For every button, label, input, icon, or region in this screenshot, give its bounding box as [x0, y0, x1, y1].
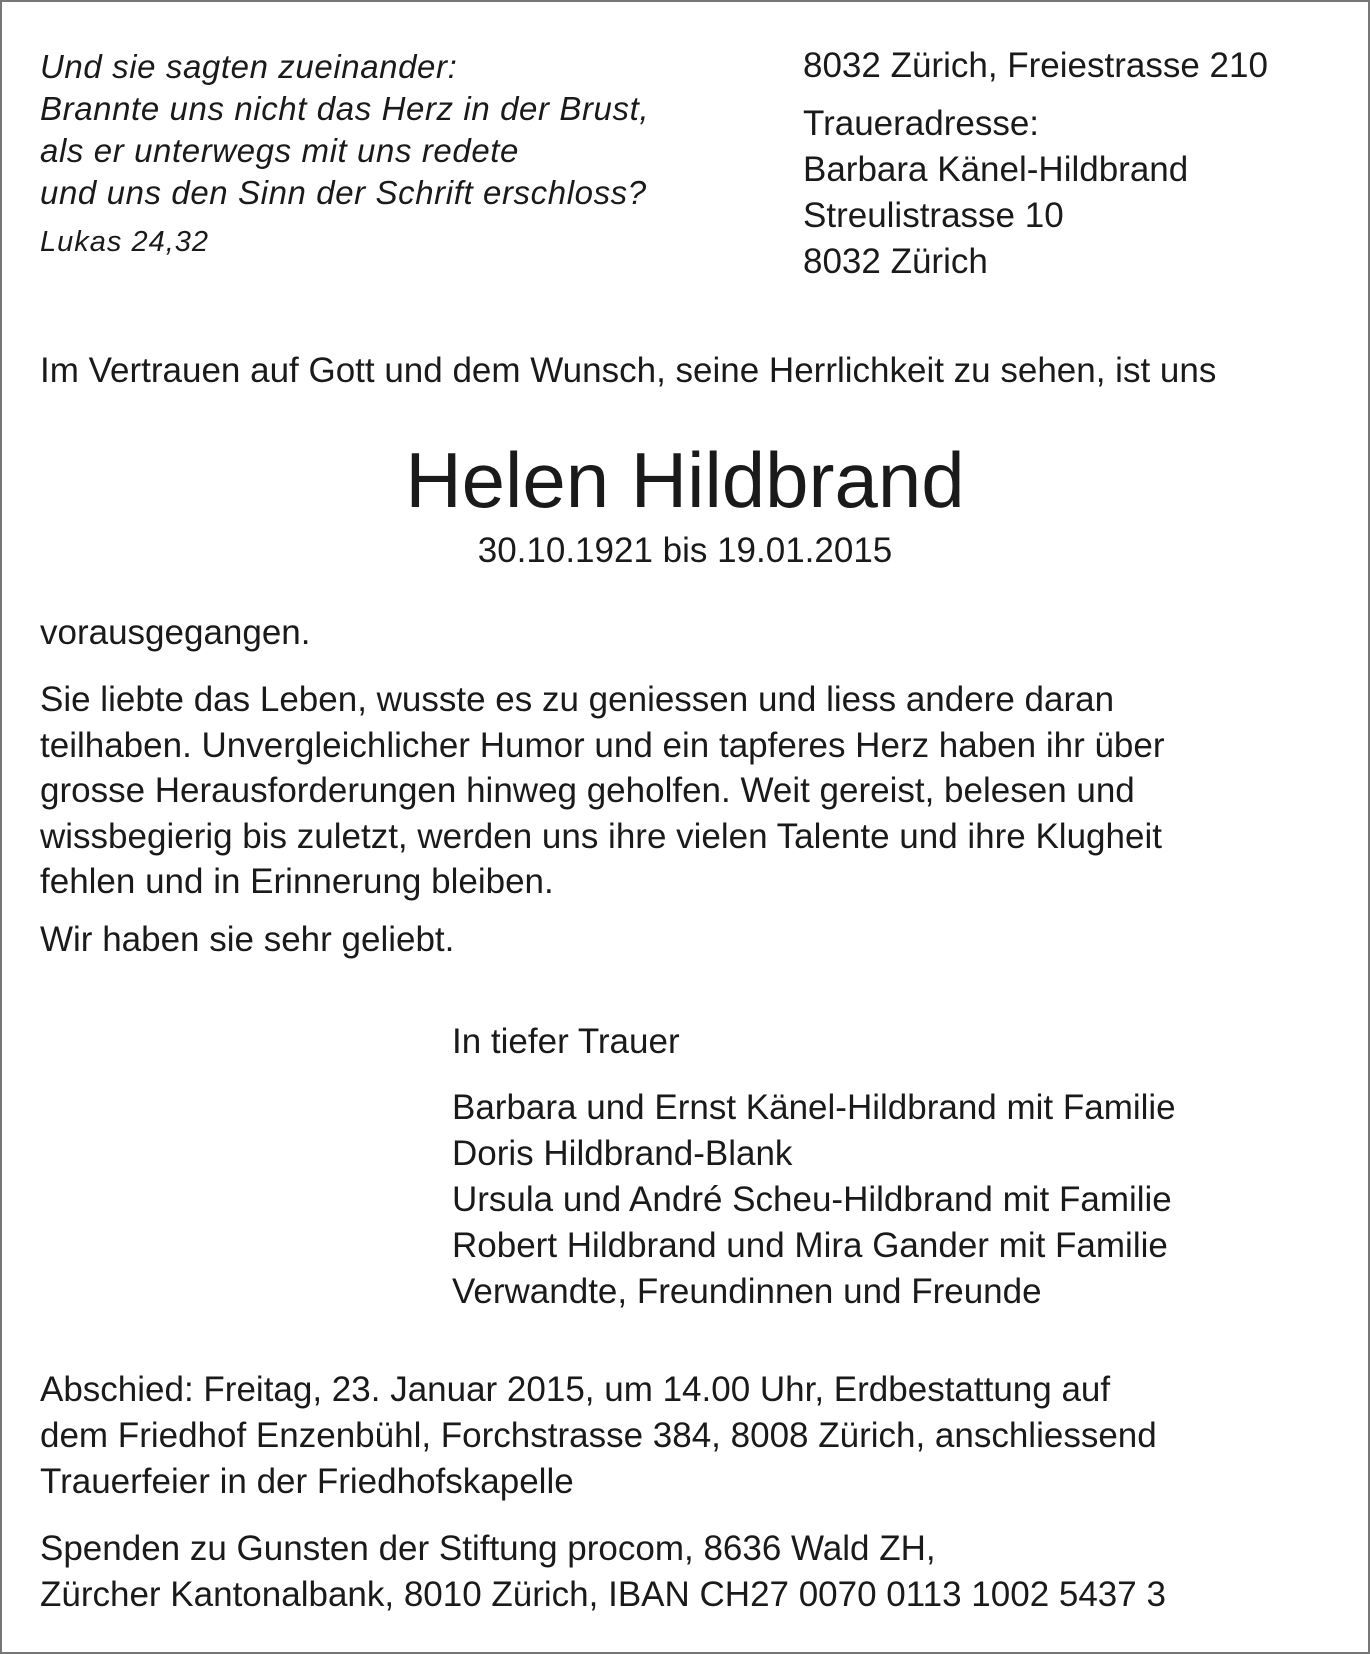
verse-line: und uns den Sinn der Schrift erschloss? [40, 174, 647, 211]
mourning-heading: In tiefer Trauer [452, 1022, 680, 1061]
tribute-line: fehlen und in Erinnerung bleiben. [40, 862, 554, 901]
donation-line: Spenden zu Gunsten der Stiftung procom, 8636 Wald ZH, [40, 1529, 936, 1568]
tribute-line: teilhaben. Unvergleichlicher Humor und ein tapferes Herz haben ihr über [40, 725, 1165, 765]
donation-details [40, 1526, 1166, 1618]
mourning-address-line: Streulistrasse 10 [803, 196, 1064, 235]
verse-line: Brannte uns nicht das Herz in der Brust, [40, 90, 650, 127]
farewell-line: dem Friedhof Enzenbühl, Forchstrasse 384, 8008 Zürich, anschliessend [40, 1416, 1157, 1455]
family-member: Barbara und Ernst Känel-Hildbrand mit Familie [452, 1088, 1176, 1127]
closing-sentence: Wir haben sie sehr geliebt. [40, 920, 455, 959]
verse-reference: Lukas 24,32 [40, 226, 210, 258]
intro-continuation: vorausgegangen. [40, 613, 311, 652]
tribute-line: grosse Herausforderungen hinweg geholfen. Weit gereist, belesen und [40, 771, 1135, 810]
family-member: Doris Hildbrand-Blank [452, 1134, 793, 1173]
tribute-line: Sie liebte das Leben, wusste es zu geniessen und liess andere daran [40, 680, 1115, 719]
mourning-address-line: 8032 Zürich [803, 242, 988, 281]
life-dates: 30.10.1921 bis 19.01.2015 [477, 531, 893, 570]
home-address: 8032 Zürich, Freiestrasse 210 [803, 46, 1268, 85]
tribute-paragraph [40, 677, 1165, 905]
address-block [803, 43, 1268, 285]
farewell-line: Trauerfeier in der Friedhofskapelle [40, 1462, 574, 1501]
verse-line: als er unterwegs mit uns redete [40, 132, 519, 169]
intro-sentence: Im Vertrauen auf Gott und dem Wunsch, seine Herrlichkeit zu sehen, ist uns [40, 351, 1217, 390]
farewell-details [40, 1367, 1157, 1505]
tribute-line: wissbegierig bis zuletzt, werden uns ihre vielen Talente und ihre Klugheit [40, 816, 1162, 856]
farewell-line: Abschied: Freitag, 23. Januar 2015, um 14.00 Uhr, Erdbestattung auf [40, 1370, 1111, 1409]
donation-line: Zürcher Kantonalbank, 8010 Zürich, IBAN CH27 0070 0113 1002 5437 3 [40, 1575, 1166, 1614]
bible-verse [40, 46, 649, 214]
verse-line: Und sie sagten zueinander: [40, 48, 458, 85]
family-list [452, 1085, 1176, 1315]
family-member: Verwandte, Freundinnen und Freunde [452, 1272, 1042, 1311]
deceased-name: Helen Hildbrand [405, 436, 965, 524]
family-member: Ursula und André Scheu-Hildbrand mit Familie [452, 1180, 1172, 1219]
family-member: Robert Hildbrand und Mira Gander mit Familie [452, 1226, 1168, 1265]
mourning-address-label: Traueradresse: [803, 104, 1040, 143]
address-spacer [803, 89, 1268, 101]
mourning-address-line: Barbara Känel-Hildbrand [803, 150, 1189, 189]
